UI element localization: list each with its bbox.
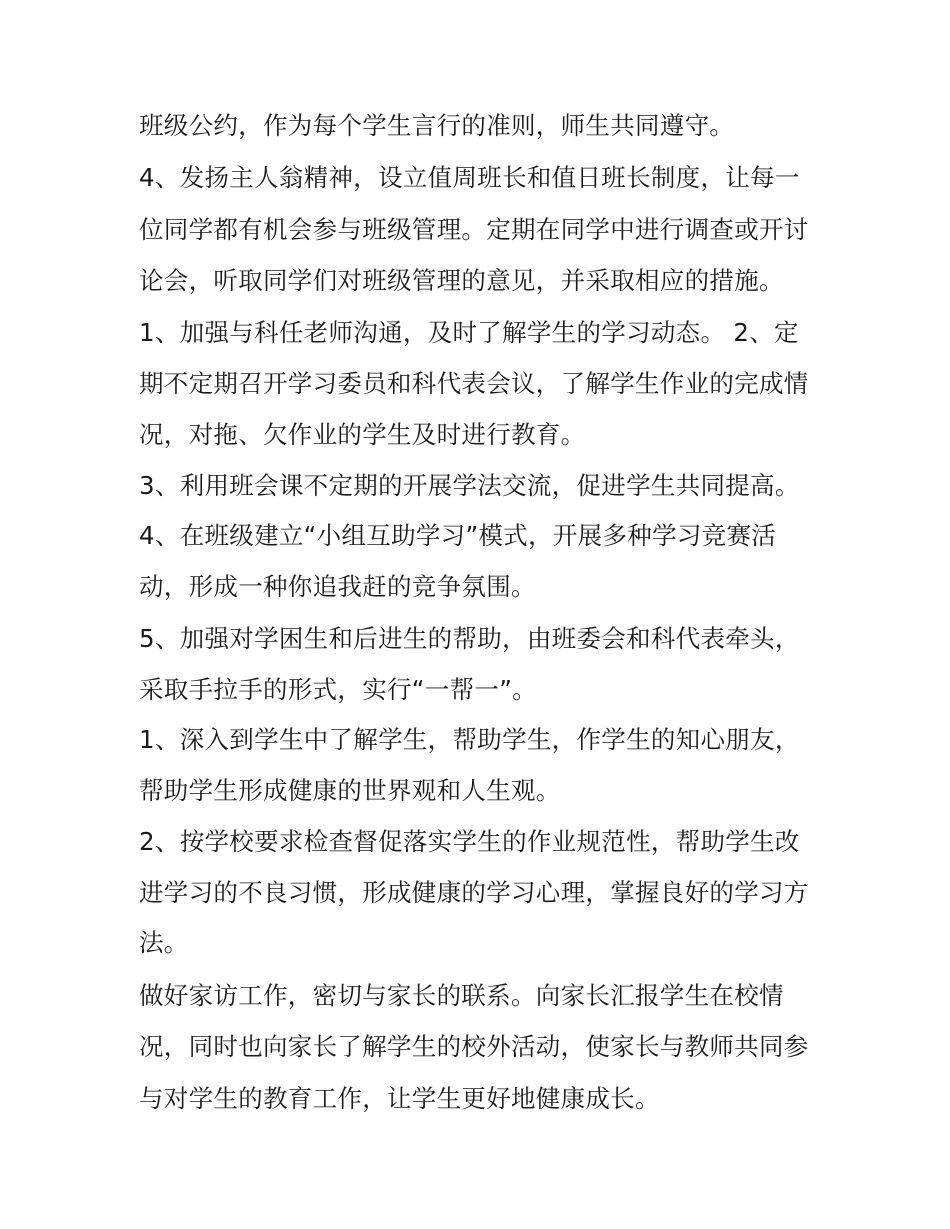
- text-line: 2、按学校要求检查督促落实学生的作业规范性，帮助学生改: [139, 827, 800, 856]
- text-line: 论会，听取同学们对班级管理的意见，并采取相应的措施。: [139, 266, 784, 295]
- text-line: 况，同时也向家长了解学生的校外活动，使家长与教师共同参: [139, 1032, 809, 1061]
- text-line: 做好家访工作，密切与家长的联系。向家长汇报学生在校情: [139, 981, 784, 1010]
- text-line: 况，对拖、欠作业的学生及时进行教育。: [139, 420, 586, 449]
- text-line: 动，形成一种你追我赶的竞争氛围。: [139, 572, 536, 601]
- text-line: 与对学生的教育工作，让学生更好地健康成长。: [139, 1084, 660, 1113]
- text-line: 5、加强对学困生和后进生的帮助，由班委会和科代表牵头，: [139, 624, 800, 653]
- text-line: 法。: [139, 928, 189, 957]
- text-line: 帮助学生形成健康的世界观和人生观。: [139, 776, 561, 805]
- text-line: 1、深入到学生中了解学生，帮助学生，作学生的知心朋友，: [139, 725, 800, 754]
- text-line: 4、在班级建立“小组互助学习”模式，开展多种学习竞赛活: [139, 521, 777, 550]
- text-line: 4、发扬主人翁精神，设立值周班长和值日班长制度，让每一: [139, 163, 800, 192]
- text-line: 进学习的不良习惯，形成健康的学习心理，掌握良好的学习方: [139, 878, 809, 907]
- text-line: 1、加强与科任老师沟通，及时了解学生的学习动态。 2、定: [139, 318, 799, 347]
- text-line: 采取手拉手的形式，实行“一帮一”。: [139, 675, 537, 704]
- text-line: 位同学都有机会参与班级管理。定期在同学中进行调查或开讨: [139, 215, 809, 244]
- text-line: 期不定期召开学习委员和科代表会议，了解学生作业的完成情: [139, 369, 809, 398]
- text-line: 3、利用班会课不定期的开展学法交流，促进学生共同提高。: [139, 471, 800, 500]
- text-line: 班级公约，作为每个学生言行的准则，师生共同遵守。: [139, 111, 735, 140]
